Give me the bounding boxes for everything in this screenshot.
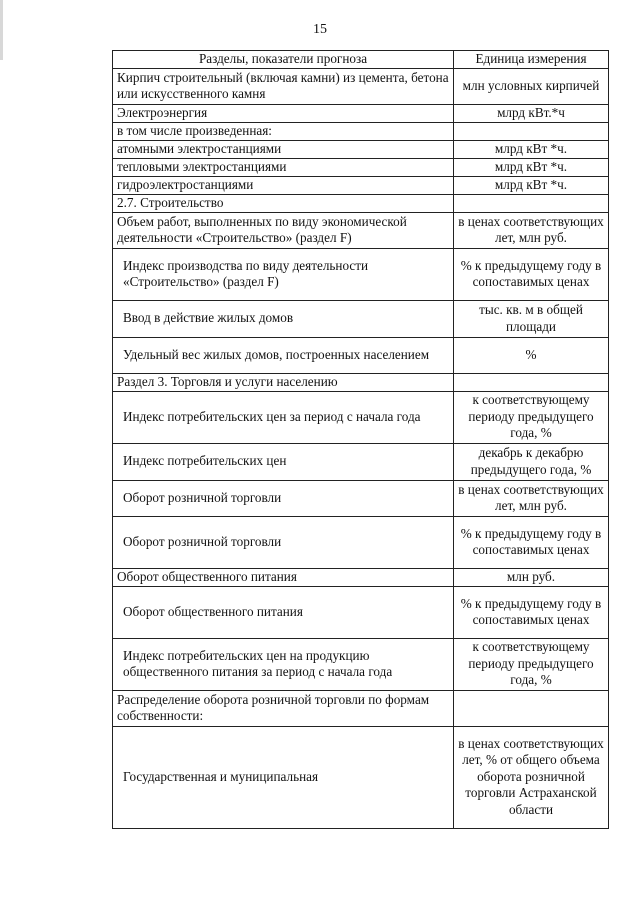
table-row	[113, 516, 609, 568]
table-row	[113, 176, 609, 194]
row-unit: % к предыдущему году в сопоставимых ценах	[454, 586, 609, 638]
table-row	[113, 194, 609, 212]
table-row	[113, 337, 609, 373]
row-unit	[454, 690, 609, 726]
row-name: Оборот общественного питания	[113, 568, 454, 586]
row-name: Раздел 3. Торговля и услуги населению	[113, 373, 454, 391]
row-name: Удельный вес жилых домов, построенных населением	[113, 337, 454, 373]
row-unit: декабрь к декабрю предыдущего года, %	[454, 443, 609, 480]
row-unit: % к предыдущему году в сопоставимых ценах	[454, 516, 609, 568]
row-name: Государственная и муниципальная	[113, 726, 454, 828]
row-name: Распределение оборота розничной торговли по формам собственности:	[113, 690, 454, 726]
table-row	[113, 300, 609, 337]
row-unit: в ценах соответствующих лет, млн руб.	[454, 212, 609, 248]
row-unit	[454, 122, 609, 140]
table-row	[113, 140, 609, 158]
row-name: гидроэлектростанциями	[113, 176, 454, 194]
row-unit: к соответствующему периоду предыдущего года, %	[454, 638, 609, 690]
row-name: Ввод в действие жилых домов	[113, 300, 454, 337]
table-row	[113, 68, 609, 104]
row-name: Индекс потребительских цен за период с начала года	[113, 391, 454, 443]
row-name: Индекс производства по виду деятельности «Строительство» (раздел F)	[113, 248, 454, 300]
forecast-indicators-table	[112, 50, 609, 829]
header-sections: Разделы, показатели прогноза	[113, 51, 454, 69]
table-row	[113, 373, 609, 391]
table-row	[113, 391, 609, 443]
row-unit: млн условных кирпичей	[454, 68, 609, 104]
row-unit: млрд кВт *ч.	[454, 176, 609, 194]
header-unit: Единица измерения	[454, 51, 609, 69]
row-unit	[454, 373, 609, 391]
row-unit: в ценах соответствующих лет, млн руб.	[454, 480, 609, 516]
table-row	[113, 104, 609, 122]
row-name: Индекс потребительских цен	[113, 443, 454, 480]
row-name: атомными электростанциями	[113, 140, 454, 158]
table-row	[113, 212, 609, 248]
row-name: в том числе произведенная:	[113, 122, 454, 140]
row-unit: в ценах соответствующих лет, % от общего объема оборота розничной торговли Астраханской области	[454, 726, 609, 828]
row-name: тепловыми электростанциями	[113, 158, 454, 176]
row-unit	[454, 194, 609, 212]
row-name: Оборот общественного питания	[113, 586, 454, 638]
row-unit: тыс. кв. м в общей площади	[454, 300, 609, 337]
table-row	[113, 586, 609, 638]
table-row	[113, 726, 609, 828]
row-name: Индекс потребительских цен на продукцию общественного питания за период с начала года	[113, 638, 454, 690]
row-name: 2.7. Строительство	[113, 194, 454, 212]
row-unit: %	[454, 337, 609, 373]
row-unit: млрд кВт *ч.	[454, 158, 609, 176]
row-unit: млрд кВт *ч.	[454, 140, 609, 158]
row-unit: к соответствующему периоду предыдущего года, %	[454, 391, 609, 443]
row-name: Объем работ, выполненных по виду экономической деятельности «Строительство» (раздел F)	[113, 212, 454, 248]
row-unit: млн руб.	[454, 568, 609, 586]
table-row	[113, 690, 609, 726]
table-row	[113, 568, 609, 586]
table-row	[113, 638, 609, 690]
table-header-row	[113, 51, 609, 69]
table-row	[113, 158, 609, 176]
table-row	[113, 480, 609, 516]
row-name: Электроэнергия	[113, 104, 454, 122]
page-number: 15	[313, 22, 327, 37]
row-unit: % к предыдущему году в сопоставимых ценах	[454, 248, 609, 300]
table-row	[113, 122, 609, 140]
table-row	[113, 248, 609, 300]
row-name: Оборот розничной торговли	[113, 480, 454, 516]
row-name: Кирпич строительный (включая камни) из цемента, бетона или искусственного камня	[113, 68, 454, 104]
table-row	[113, 443, 609, 480]
row-name: Оборот розничной торговли	[113, 516, 454, 568]
row-unit: млрд кВт.*ч	[454, 104, 609, 122]
